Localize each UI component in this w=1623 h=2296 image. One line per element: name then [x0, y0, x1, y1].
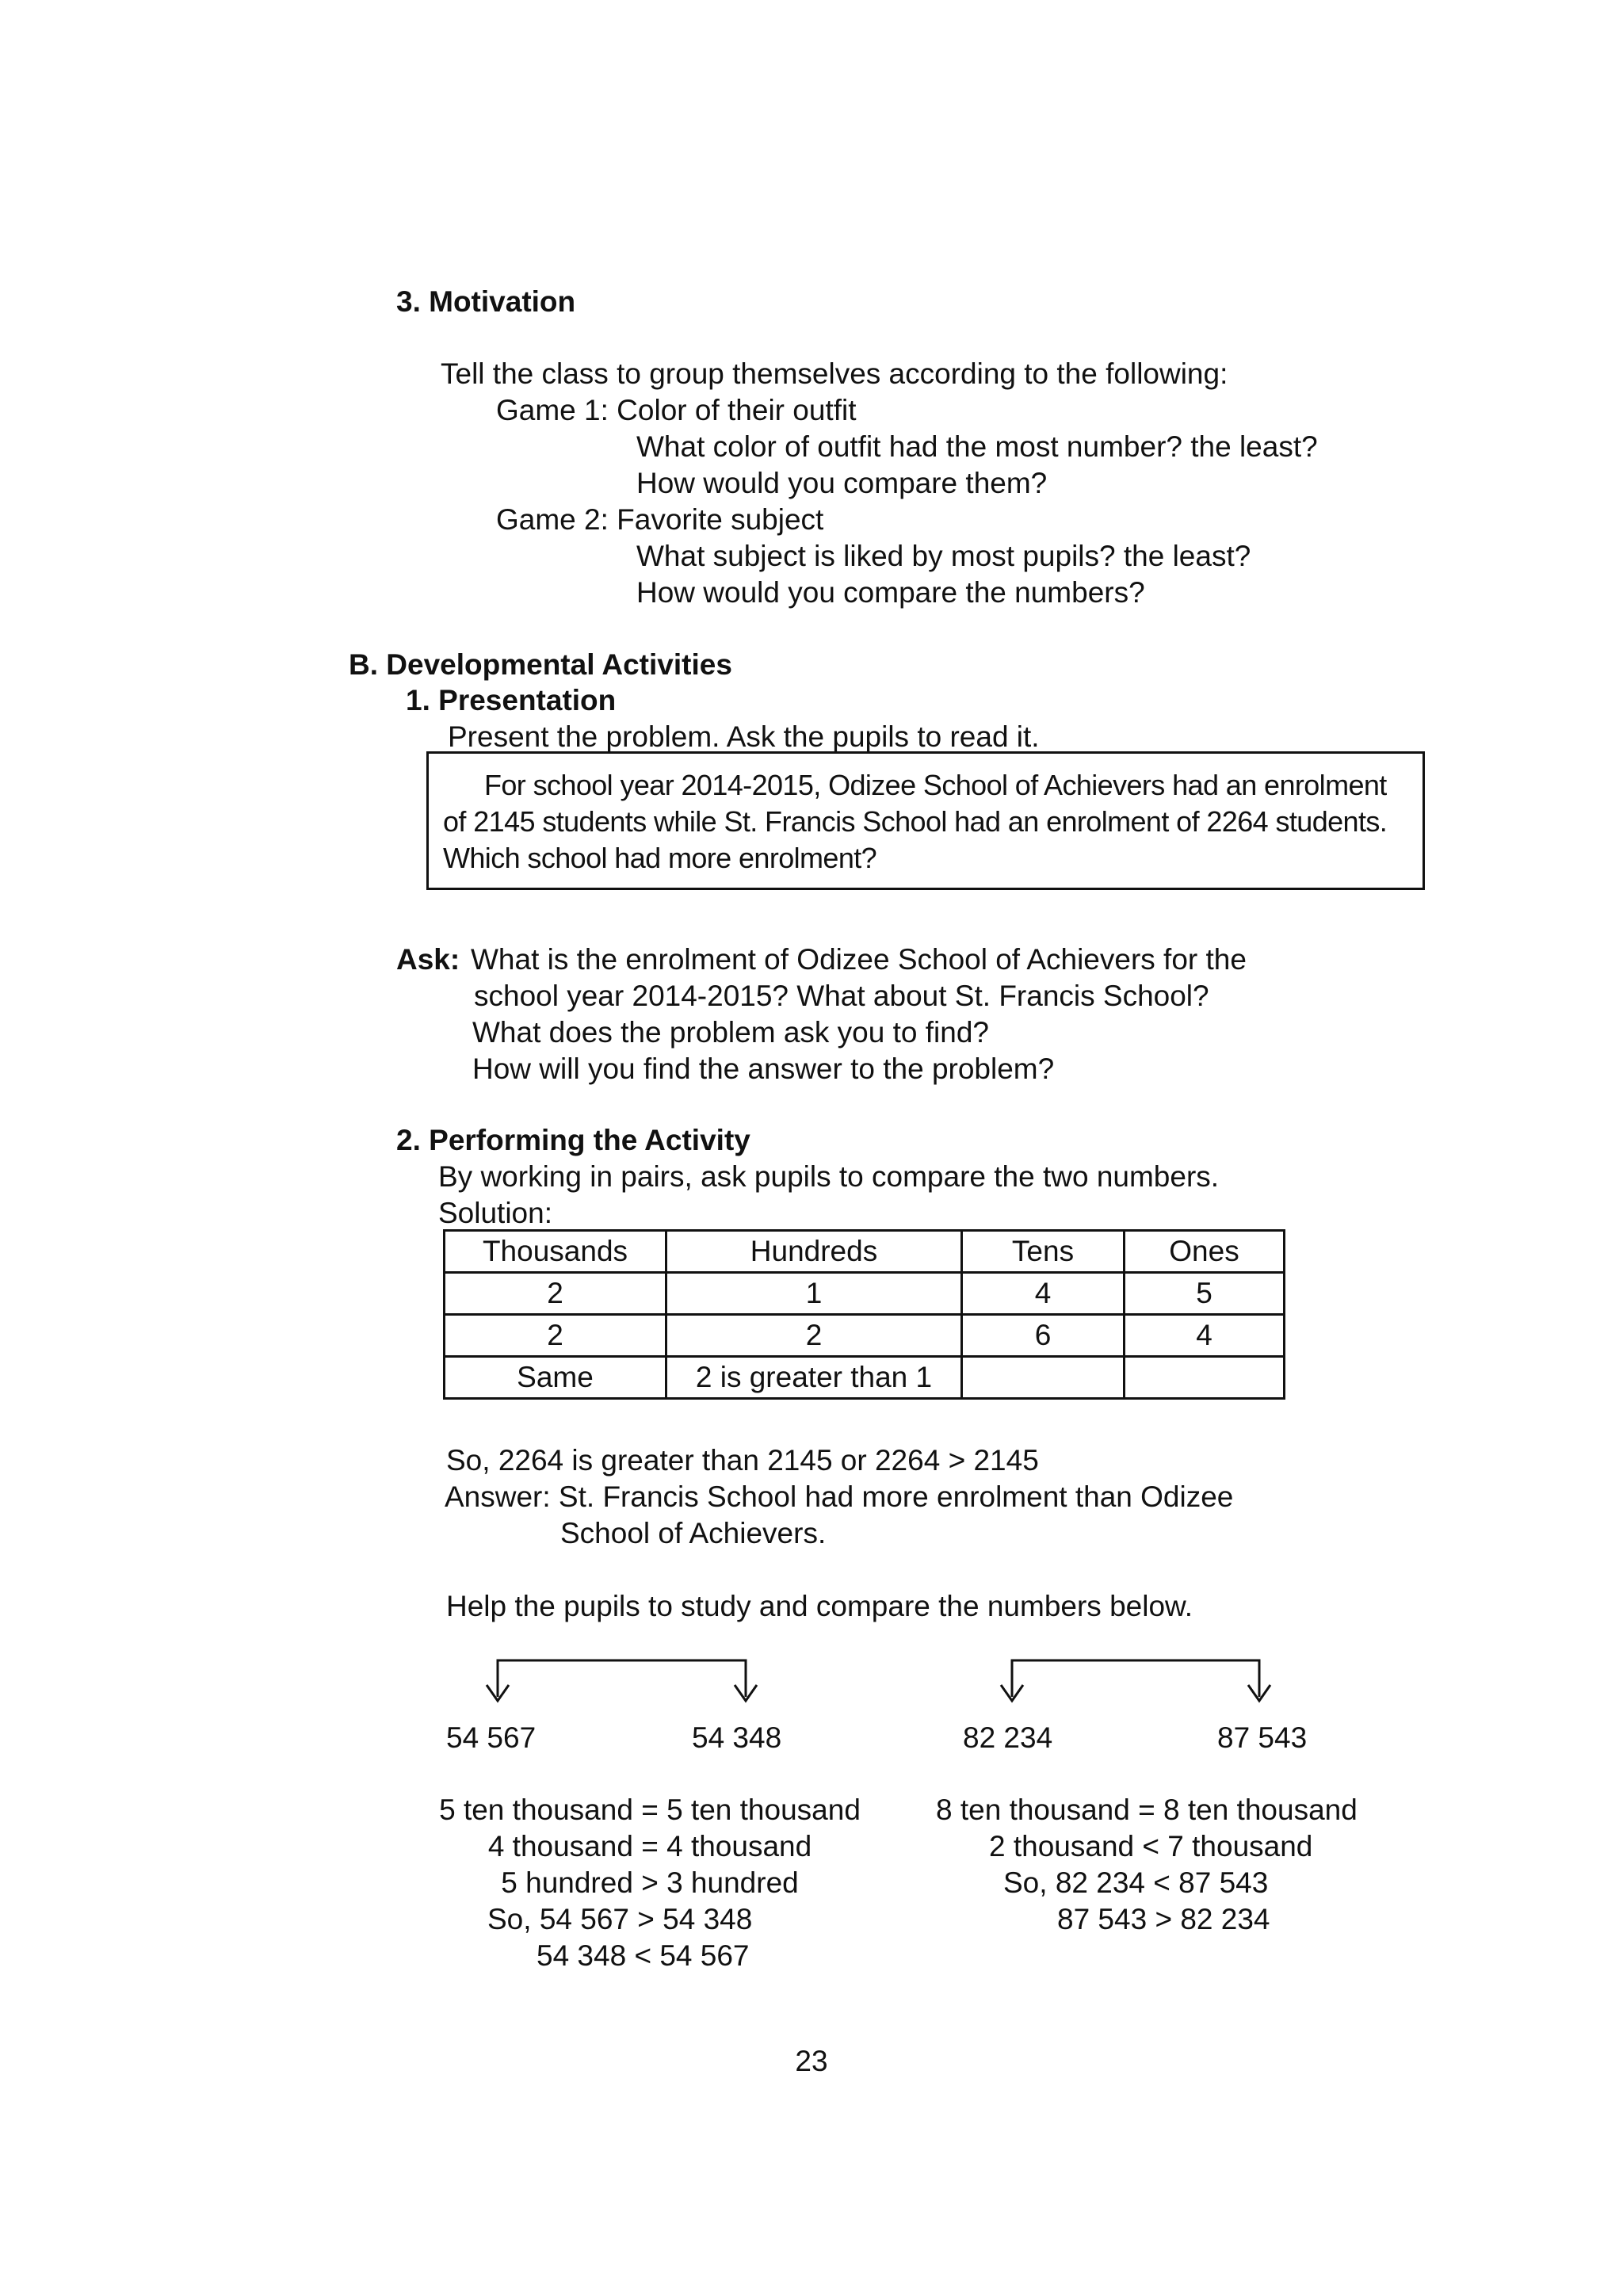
activity-heading: 2. Performing the Activity — [396, 1124, 750, 1156]
table-cell: 4 — [1125, 1315, 1285, 1357]
left-comparison-line-3: 5 hundred > 3 hundred — [501, 1866, 799, 1899]
right-comparison-line-3: So, 82 234 < 87 543 — [1003, 1866, 1269, 1899]
game2-question-1: What subject is liked by most pupils? the least? — [636, 540, 1251, 572]
table-cell: Same — [445, 1357, 666, 1399]
left-number-b: 54 348 — [692, 1721, 782, 1754]
right-number-a: 82 234 — [963, 1721, 1053, 1754]
problem-line-2: of 2145 students while St. Francis School had an enrolment of 2264 students. — [443, 805, 1388, 838]
solution-label: Solution: — [438, 1197, 552, 1229]
presentation-text: Present the problem. Ask the pupils to read it. — [448, 720, 1040, 753]
left-bracket-line — [498, 1660, 746, 1697]
right-number-b: 87 543 — [1217, 1721, 1308, 1754]
table-cell: 2 — [445, 1273, 666, 1315]
conclusion-text: So, 2264 is greater than 2145 or 2264 > 2145 — [446, 1444, 1039, 1477]
presentation-heading: 1. Presentation — [406, 684, 617, 716]
table-header: Ones — [1125, 1231, 1285, 1273]
ask-line-1: What is the enrolment of Odizee School of Achievers for the — [471, 943, 1247, 976]
right-comparison-line-4: 87 543 > 82 234 — [1057, 1903, 1270, 1935]
activity-instruction: By working in pairs, ask pupils to compare the two numbers. — [438, 1160, 1220, 1193]
ask-line-3: What does the problem ask you to find? — [472, 1016, 989, 1049]
table-cell: 5 — [1125, 1273, 1285, 1315]
game1-label: Game 1: Color of their outfit — [496, 394, 857, 426]
ask-line-4: How will you find the answer to the problem? — [472, 1052, 1055, 1085]
problem-line-3: Which school had more enrolment? — [443, 842, 877, 874]
right-comparison-line-2: 2 thousand < 7 thousand — [989, 1830, 1313, 1862]
table-header: Thousands — [445, 1231, 666, 1273]
answer-line-2: School of Achievers. — [560, 1517, 827, 1549]
left-comparison-line-2: 4 thousand = 4 thousand — [487, 1830, 812, 1862]
right-bracket-line — [1012, 1660, 1259, 1697]
left-comparison-line-5: 54 348 < 54 567 — [537, 1939, 750, 1972]
game2-label: Game 2: Favorite subject — [496, 503, 824, 536]
left-comparison-line-4: So, 54 567 > 54 348 — [487, 1903, 753, 1935]
game1-question-2: How would you compare them? — [636, 467, 1048, 499]
ask-line-2: school year 2014-2015? What about St. Francis School? — [474, 980, 1209, 1012]
table-header: Hundreds — [666, 1231, 962, 1273]
motivation-heading: 3. Motivation — [396, 285, 576, 318]
left-number-a: 54 567 — [446, 1721, 537, 1754]
motivation-intro: Tell the class to group themselves according to the following: — [441, 357, 1228, 390]
help-text: Help the pupils to study and compare the numbers below. — [446, 1590, 1193, 1622]
problem-line-1: For school year 2014-2015, Odizee School of Achievers had an enrolment — [484, 769, 1387, 801]
table-cell: 6 — [962, 1315, 1125, 1357]
table-cell: 2 — [666, 1315, 962, 1357]
answer-line-1: Answer: St. Francis School had more enrolment than Odizee — [445, 1480, 1234, 1513]
developmental-heading: B. Developmental Activities — [349, 648, 732, 681]
table-cell: 2 is greater than 1 — [666, 1357, 962, 1399]
game1-question-1: What color of outfit had the most number? the least? — [636, 430, 1318, 463]
game2-question-2: How would you compare the numbers? — [636, 576, 1145, 609]
left-comparison-line-1: 5 ten thousand = 5 ten thousand — [439, 1794, 861, 1826]
table-cell: 4 — [962, 1273, 1125, 1315]
ask-label: Ask: — [396, 943, 460, 976]
right-comparison-line-1: 8 ten thousand = 8 ten thousand — [936, 1794, 1358, 1826]
page-number: 23 — [795, 2045, 828, 2077]
table-cell: 1 — [666, 1273, 962, 1315]
table-header: Tens — [962, 1231, 1125, 1273]
table-cell: 2 — [445, 1315, 666, 1357]
